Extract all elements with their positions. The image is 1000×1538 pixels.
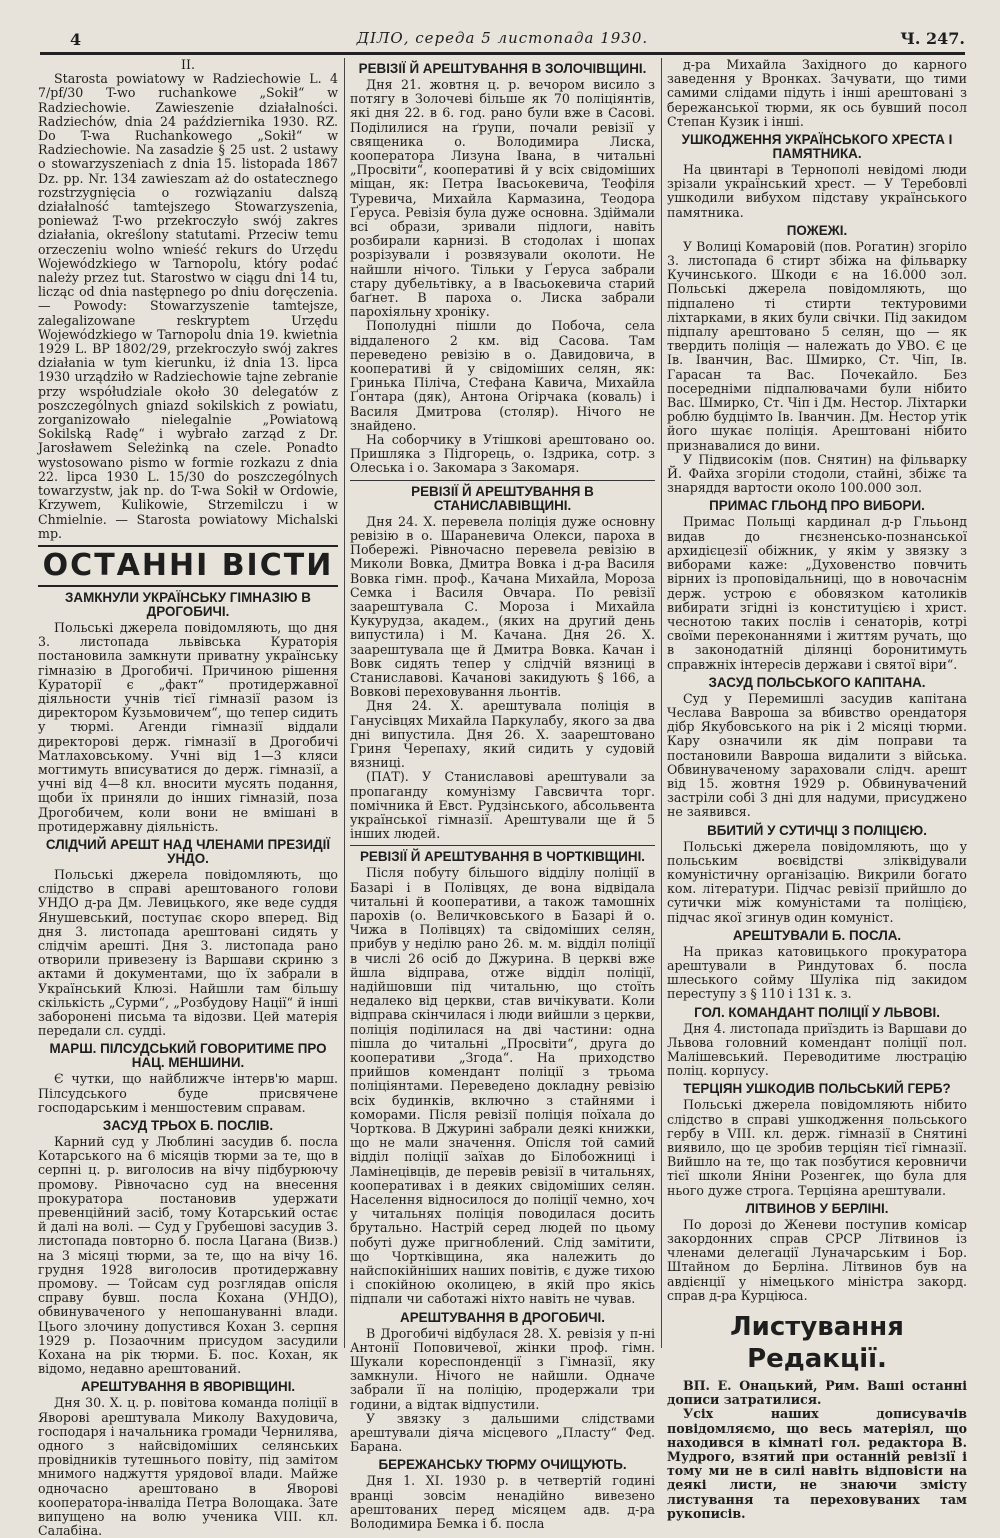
article-body: По дорозі до Женеви поступив комісар закордонних справ СРСР Літвинов із членами делегації Луначарським і Бор. Штайном до Берліна. Літвинов був на авдієнції у німецького міністра закорд. справ д-ра Курціюса. xyxy=(667,1216,967,1303)
article-body: У Підвисокім (пов. Снятин) на фільварку Й. Файха згоріли стодоли, стайні, збіжє та знаряддя вартости около 100.000 зол. xyxy=(667,451,967,496)
article-title: ПРИМАС ГЛЬОНД ПРО ВИБОРИ. xyxy=(709,498,925,514)
article-body: На цвинтарі в Тернополі невідомі люди зрізали український хрест. — У Теребовлі ушкодили вибухом підставу українського памятника. xyxy=(667,162,967,220)
article-title: ЗАСУД ТРЬОХ Б. ПОСЛІВ. xyxy=(102,1118,274,1133)
article-body: Суд у Перемишлі засудив капітана Чеслава Вавроша за вбивство орендаторя дібр Якубовського на рік і 2 місяці тюрми. Кару означили як дім поправи та постановили Вавроша видалити з війська. Обвинуваченому зараховали слідч. арешт від 15. жовтня 1929 р. Обвинувачений застріли собі 3 дні для надуми, присуджено не заявився. xyxy=(667,690,967,820)
newspaper-title-date: ДІЛО, середа 5 листопада 1930. xyxy=(356,29,649,47)
article-title: СЛІДЧИЙ АРЕШТ НАД ЧЛЕНАМИ ПРЕЗИДІЇ УНДО. xyxy=(45,836,331,866)
column-3 xyxy=(667,57,967,1521)
article-title: БЕРЕЖАНСЬКУ ТЮРМУ ОЧИЩУЮТЬ. xyxy=(378,1457,627,1473)
article-body: (ПАТ). У Станиславові арештували за пропаганду комунізму Гавсвичта торг. помічника й Евст. Рудзінського, абсольвента української гімназії. Арештували ще й 5 інших людей. xyxy=(350,769,655,842)
divider xyxy=(350,480,655,481)
article-body: Пополудні пішли до Побоча, села віддаленого 2 км. від Сасова. Там переведено ревізію в о. Давидовича, в кооперативі й у свідоміших селян, як: Гринька Піліча, Стефана Кавича, Михайла Ґонтара (дяк), Антона Огірчака (коваль) і Василя Дмитрова (столяр). Нічого не знайдено. xyxy=(350,318,655,433)
masthead xyxy=(40,26,965,55)
article-title: АРЕШТУВАННЯ В ЯВОРІВЩИНІ. xyxy=(80,1379,296,1395)
article-body: Дня 24. Х. арештувала поліція в Ганусівцях Михайла Паркулабу, якого за два дні випустила. Дня 26. Х. заарештовано Гриня Черепаху, який сидить у судовій вязниці. xyxy=(350,698,655,771)
article-body: Є чутки, що найближче інтерв'ю марш. Пілсудського буде присвячене господарським і меншостевим справам. xyxy=(38,1071,338,1115)
article-title: ТЕРЦІЯН УШКОДИВ ПОЛЬСЬКИЙ ГЕРБ? xyxy=(683,1081,951,1097)
article-body: У звязку з дальшими слідствами арештували діяча місцевого „Пласту“ Фед. Барана. xyxy=(350,1410,655,1455)
divider xyxy=(350,845,655,846)
article-title: ГОЛ. КОМАНДАНТ ПОЛІЦІЇ У ЛЬВОВІ. xyxy=(694,1004,940,1020)
article-body: В Дрогобичі відбулася 28. Х. ревізія у п-ні Антонії Поповичевої, жінки проф. гімн. Шукали кореспонденції з Гімназії, яку замкнули. Нічого не найшли. Одначе забрали її на поліцію, продержали три години, а відтак відпустили. xyxy=(350,1325,655,1412)
article-body: Польські джерела повідомляють, що слідство в справі арештованого голови УНДО д-ра Дм. Левицького, яке веде суддя Янушевський, поступає скоро вперед. Від дня 3. листопада арештовані сидять у слідчім арешті. Дня 3. листопада рано отворили привезену із Варшави скриню з актами й документами, що їх забрали в Український Клюзі. Найшли там більшу скількість „Сурми“, „Розбудову Нації“ й інші заборонені письма та відозви. Цей матерія передали сл. судді. xyxy=(38,866,338,1039)
article-title: РЕВІЗІЇ Й АРЕШТУВАННЯ В ЗОЛОЧІВЩИНІ. xyxy=(358,61,647,76)
editorial-note: Усіх наших дописувачів повідомляємо, що весь матеріял, що находився в кімнаті гол. редактора В. Мудрого, взятий при останній ревізії і тому ми не в силі навіть відповісти на деякі листи, не знаючи змісту листування та переховуваних там рукописів. xyxy=(667,1406,967,1521)
article-body: Примас Польщі кардинал д-р Глььонд видав до гнєзненсько-познанської архидієцезії обіжник, у якім у звязку з виборами каже: „Духовенство повчить вірних із проповідальниці, що в новочаснім держ. устрою є обовязком католиків вибирати згідні із конституцією і христ. чеснотою таких послів і сенаторів, котрі своїми переконаннями і життям ручать, що в законодатній ділянці боронитимуть справжніх інтересів держави і святої віри“. xyxy=(667,514,967,672)
article-title: ПОЖЕЖІ. xyxy=(786,222,848,238)
article-title: ВБИТИЙ У СУТИЧЦІ З ПОЛІЦІЄЮ. xyxy=(707,822,927,838)
article-body: У Волиці Комаровій (пов. Рогатин) згоріло 3. листопада 6 стирт збіжа на фільварку Кучинського. Шкоди є на 16.000 зол. Польські джерела повідомляють, що підпалено ті стирти тектуровими ліхтарками, в яких були свічки. Під закидом підпалу арештовано 5 селян, що — як твердить поліція — належать до УВО. Є це Ів. Іванчин, Вас. Шмирко, Ст. Чіп, Ів. Гарасан та Вас. Почекайло. Без посередніми підпалювачами були нібито Вас. Шмирко, Ст. Чіп і Дм. Нестор. Ліхтарки роблю будцімто Ів. Іванчин. Дм. Нестор утік його шукає поліція. Арештовані нібито признавалися до вини. xyxy=(667,238,967,453)
column-1 xyxy=(38,57,338,1538)
section-title-editorial-letters: Листування Редакції. xyxy=(730,1312,904,1375)
article-body: Карний суд у Люблині засудив б. посла Котарського на 6 місяців тюрми за те, що в серпні ц. р. виголосив на вічу підбурюючу промову. Рівночасно суд на внесення прокуратора постановив удержати превенційний засіб, тому Котарський остає й далі на волі. — Суд у Грубешові засудив 3. листопада повторно б. посла Цагана (Визв.) на 3 місяці тюрми, за те, що на вічу 16. грудня 1928 виголосив протидержавну промову. — Тойсам суд розглядав опісля справу бувш. посла Кохана (УНДО), обвинуваченого у непошануванні влади. Цього злочину допустився Кохан 3. серпня 1929 р. Позаочним присудом засудили Кохана на рік тюрми. Б. пос. Кохан, як відомо, недавно арештований. xyxy=(38,1134,338,1377)
article-title: АРЕШТУВАЛИ Б. ПОСЛА. xyxy=(732,927,902,943)
article-body: Дня 1. XI. 1930 р. в четвертій годині вранці зовсім ненадійно вивезено арештованих перед місяцем адв. д-ра Володимира Бемка і б. посла xyxy=(350,1473,655,1532)
section-title-latest-news: ОСТАННІ ВІСТИ xyxy=(38,545,338,587)
article-title: АРЕШТУВАННЯ В ДРОГОБИЧІ. xyxy=(400,1309,605,1325)
editorial-note: ВП. Е. Онацький, Рим. Ваші останні дописи затратилися. xyxy=(667,1378,967,1408)
column-2 xyxy=(350,58,655,1532)
article-body: Після побуту більшого відділу поліції в Базарі і в Полівцях, де вона відвідала читальні й кооперативи, а також тамошніх парохів (о. Величковського в Базарі й о. Чижа в Полівцях) та свідоміших селян, прибув у неділю рано 26. м. м. відділ поліції в числі 26 осіб до Джурина. В церкві вже йшла відправа, отже відділ поліції, надійшовши під читальню, що стоїть недалеко від церкви, став вичікувати. Коли відправа скінчилася і люди вийшли з церкви, поліція поділилася на дві частини: одна пішла до читальні „Просвіти“, друга до кооперативи „Згода“. На приходство прийшов комендант поліції з трьома поліціянтами. Переведено докладну ревізію всіх будинків, включно з стайнями і коморами. Після ревізії поліція поїхала до Чорткова. В Джурині забрали деякі книжки, що не мали значення. Опісля той самий відділ поліції заїхав до Білобожниці і Ламінецівців, де перевів ревізії в читальнях, кооперативах і в деяких свідоміших селян. Населення відносилося до поліції чемно, хоч у читальнях поліція поводилася досить брутально. Настрій серед людей по цьому побуті дуже пригноблений. Слід замітити, що Чортківщина, яка належить до найспокійніших наших повітів, є дуже тихою і спокійною околицею, в якій про якісь підпали чи саботажі ніхто навіть не чував. xyxy=(350,865,655,1307)
polish-notice: Starosta powiatowy w Radziechowie L. 4 7/pf/30 T-wo ruchankowe „Sokił“ w Radziechowie. Zawieszenie działalności. Radziechów, dnia 24 października 1930. RZ. Do T-wa Ruchankowego „Sokił“ w Radziechowie. Na zasadzie § 25 ust. 2 ustawy o stowarzyszeniach z dnia 15. listopada 1867 Dz. pp. Nr. 134 zawieszam aż do ostatecznego rozstrzygnięcia o rozwiązaniu dalszą działalność tamtejszego Stowarzyszenia, ponieważ T-wo przekroczyło swój zakres działania, określony statutami. Przeciw temu orzeczeniu wolno wnieść rekurs do Urzędu Wojewódzkiego w Tarnopolu, który podać należy przez tut. Starostwo w ciągu dni 14 tu, licząc od dnia następnego po dniu doręczenia. — Powody: Stowarzyszenie tamtejsze, zalegalizowane reskryptem Urzędu Wojewódzkiego w Tarnopolu dnia 19. kwietnia 1929 L. BP 1802/29, przekroczyło swój zakres działania w tym kierunku, iż dnia 13. lipca 1930 urządziło w Radziechowie tajne zebranie przy współudziale około 30 delegatów z poszczególnych gniazd sokilskich z powiatu, zorganizowało nielegalnie „Powiatową Sokilską Radę“ i wybrało zarząd z Dr. Jarosławem Seleżinką na czele. Ponadto wystosowano pismo w formie rozkazu z dnia 22. lipca 1930 L. 15/30 do poszczególnych towarzystw, jak np. do T-wa Sokił w Ordowie, Krzywem, Kulikowie, Strzemilczu i w Chmielnie. — Starosta powiatowy Michalski mp. xyxy=(38,71,338,541)
article-body: Дня 24. Х. перевела поліція дуже основну ревізію в о. Шараневича Олекси, пароха в Побережі. Рівночасно перевела ревізію в Миколи Вовка, Дмитра Вовка і д-ра Василя Вовка гімн. проф., Качана Михайла, Мороза Семка і Василя Овчара. По ревізії заарештувала С. Мороза і Михайла Кукурудза, академ., (яких на другий день випустила) і М. Качана. Дня 26. Х. заарештувала ще й Дмитра Вовка. Качан і Вовк сидять тепер у слідчій вязниці в Станиславові. Качанові закидують § 166, а Вовкові переховування льонтів. xyxy=(350,513,655,700)
article-body: Дня 21. жовтня ц. р. вечором висило з потягу в Золочеві більше як 70 поліціянтів, які дня 22. в 6. год. рано були вже в Сасові. Поділилися на ґрупи, почали ревізії у священика о. Володимира Лиска, кооператора Лизуна Івана, в читальні „Просвіти“, кооперативі й у всіх свідоміших міщан, як: Петра Івасьокевича, Теофіля Туревича, Михайла Кармазина, Теодора Ґеруса. Ревізія була дуже основна. Здіймали всі образи, зривали підлоги, навіть розбирали карнизі. В стодолах і шопах розрізували і розвязували околоти. Не найшли нічого. Тільки у Ґеруса забрали стару дубельтівку, а в Івасьокевича старий баґнет. В пароха о. Лиска забрали парохіяльну хроніку. xyxy=(350,77,655,320)
article-title: УШКОДЖЕННЯ УКРАЇНСЬКОГО ХРЕСТА І ПАМЯТНИКА. xyxy=(681,132,953,162)
issue-number: Ч. 247. xyxy=(900,29,965,48)
article-title: ЛІТВИНОВ У БЕРЛІНІ. xyxy=(745,1200,889,1216)
article-body: На приказ катовицького прокуратора арештували в Риндутовах б. посла шлеського сойму Шуліка під закидом переступу з § 110 і 131 к. з. xyxy=(667,943,967,1002)
article-title: РЕВІЗІЇ Й АРЕШТУВАННЯ В СТАНИСЛАВІВЩИНІ. xyxy=(411,483,594,513)
article-body: Дня 4. листопада приїздить із Варшави до Львова головний комендант поліції пол. Малішевський. Переводитиме люстрацію поліц. корпусу. xyxy=(667,1020,967,1079)
article-title: РЕВІЗІЇ Й АРЕШТУВАННЯ В ЧОРТКІВЩИНІ. xyxy=(359,849,646,865)
article-body: Польські джерела повідомляють нібито слідство в справі ушкодження польського гербу в VIII. кл. держ. гімназії в Снятині виявило, що це зробив терціян тієї гімназії. Вийшло на те, що так позбутися керовничи тієї школи Яніни Розенгек, що була для нього дуже строга. Терціяна арештували. xyxy=(667,1097,967,1198)
article-body: На соборчику в Утішкові арештовано оо. Пришляка з Підгорець, о. Іздрика, сотр. з Олеська і о. Закомара з Закомаря. xyxy=(350,432,655,476)
polish-notice-heading: II. xyxy=(181,57,195,72)
article-title: МАРШ. ПІЛСУДСЬКИЙ ГОВОРИТИМЕ ПРО НАЦ. МЕНШИНИ. xyxy=(49,1041,327,1071)
article-body: Польські джерела повідомляють, що у польським воєвідстві зліквідували комуністичну організацію. Викрили богато ком. літератури. Підчас ревізії прийшло до сутички між комуністами та поліцією, підчас якої згинув один комуніст. xyxy=(667,838,967,925)
page-number: 4 xyxy=(70,30,82,49)
article-title: ЗАМКНУЛИ УКРАЇНСЬКУ ГІМНАЗІЮ В ДРОГОБИЧІ. xyxy=(65,589,311,619)
column-divider xyxy=(344,58,345,1348)
column-divider xyxy=(661,58,662,1348)
article-title: ЗАСУД ПОЛЬСЬКОГО КАПІТАНА. xyxy=(708,674,926,690)
article-body: Польські джерела повідомляють, що дня 3. листопада львівська Кураторія постановила замкнути приватну українську гімназію в Дрогобичі. Причиною рішення Кураторії є „факт“ протидержавної діяльности учнів тієї гімназії разом із директором Кузьмовичем“, що тепер сидить у тюрмі. Агенди гімназії віддали директорові держ. гімназії в Дрогобичі Матлаховському. Учні від 1—3 кляси могтимуть вписуватися до держ. гімназії, а учні від 4—8 кл. вносити мусять подання, щоби їх приняли до інших гімназій, поза Дрогобичем, коли вони не вмішані в протидержавну діяльність. xyxy=(38,619,338,834)
article-body: д-ра Михайла Західного до карного заведення у Вронках. Зачувати, що тими самими слідами підуть і інші арештовані з бережанської тюрми, як ось бувший посол Степан Кузик і інші. xyxy=(667,57,967,129)
article-body: Дня 30. Х. ц. р. повітова команда поліції в Яворові арештувала Миколу Вахудовича, господаря і начальника громади Чернилява, одного з найсвідоміших селянських провідників тутешнього повіту, під замітом мнимого наджуття урядової влади. Майже одночасно арештовано в Яворові кооператора-інваліда Петра Волощака. Зате випущено на волю ученика VIII. кл. Салабіна. xyxy=(38,1395,338,1538)
